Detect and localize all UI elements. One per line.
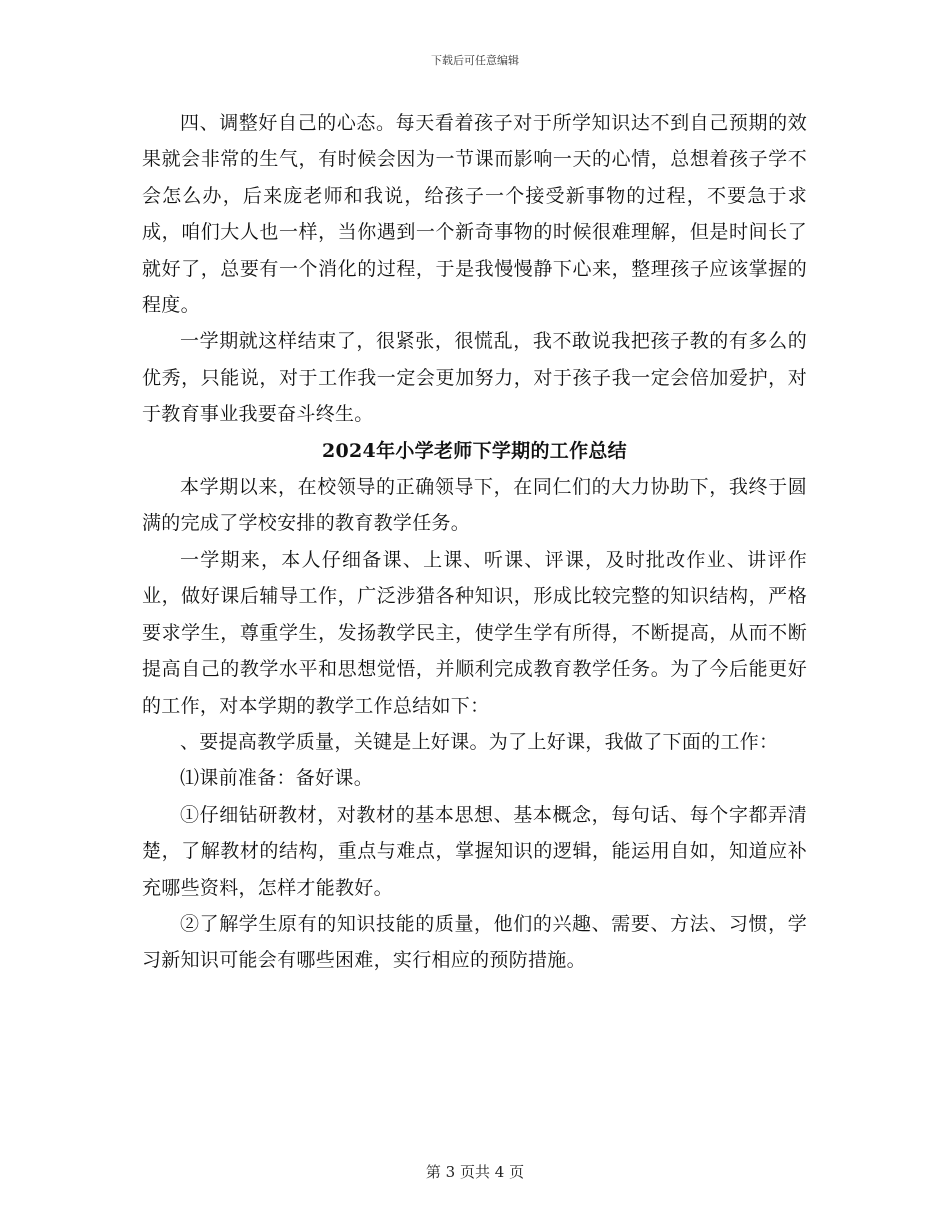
page-footer: 第 3 页共 4 页	[425, 1163, 525, 1181]
paragraph-know-students: ②了解学生原有的知识技能的质量，他们的兴趣、需要、方法、习惯，学习新知识可能会有哪些困难，实行相应的预防措施。	[142, 912, 807, 972]
section-title: 2024年小学老师下学期的工作总结	[322, 439, 627, 462]
paragraph-overview: 一学期来，本人仔细备课、上课、听课、评课，及时批改作业、讲评作业，做好课后辅导工作，广泛涉猎各种知识，形成比较完整的知识结构，严格要求学生，尊重学生，发扬教学民主，使学生学有所得，不断提高，从而不断提高自己的教学水平和思想觉悟，并顺利完成教育教学任务。为了今后能更好的工作，对本学期的教学工作总结如下：	[142, 548, 807, 717]
paragraph-semester-end: 一学期就这样结束了，很紧张，很慌乱，我不敢说我把孩子教的有多么的优秀，只能说，对于工作我一定会更加努力，对于孩子我一定会倍加爱护，对于教育事业我要奋斗终生。	[142, 330, 807, 426]
paragraph-intro: 本学期以来，在校领导的正确领导下，在同仁们的大力协助下，我终于圆满的完成了学校安排的教育教学任务。	[142, 476, 807, 535]
page-header: 下载后可任意编辑	[431, 54, 519, 67]
paragraph-study-textbook: ①仔细钻研教材，对教材的基本思想、基本概念，每句话、每个字都弄清楚，了解教材的结构，重点与难点，掌握知识的逻辑，能运用自如，知道应补充哪些资料，怎样才能教好。	[142, 803, 807, 899]
paragraph-lesson-prep: ⑴课前准备：备好课。	[180, 767, 374, 790]
document-body	[142, 105, 807, 979]
paragraph-teaching-quality: 、要提高教学质量，关键是上好课。为了上好课，我做了下面的工作：	[180, 730, 779, 753]
paragraph-adjust-mindset: 四、调整好自己的心态。每天看着孩子对于所学知识达不到自己预期的效果就会非常的生气，有时候会因为一节课而影响一天的心情，总想着孩子学不会怎么办，后来庞老师和我说，给孩子一个接受新事物的过程，不要急于求成，咱们大人也一样，当你遇到一个新奇事物的时候很难理解，但是时间长了就好了，总要有一个消化的过程，于是我慢慢静下心来，整理孩子应该掌握的程度。	[142, 112, 807, 317]
